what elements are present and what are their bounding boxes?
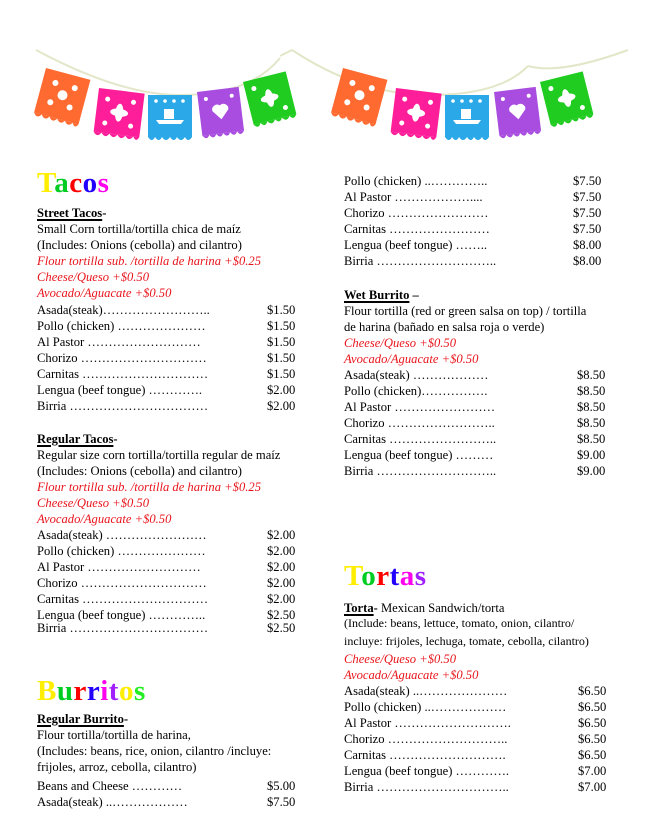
title-letter: T [344,560,362,592]
title-letter: i [100,675,109,707]
regular-burrito-label: Regular Burrito [37,712,124,726]
torta-desc: (Include: beans, lettuce, tomato, onion, cilantro/ [344,616,575,630]
title-letter: a [54,167,70,199]
regular-tacos-heading: Regular Tacos- [37,432,118,446]
extra-option: Avocado/Aguacate +$0.50 [344,668,479,682]
regular-tacos-desc: (Includes: Onions (cebolla) and cilantro) [37,464,242,478]
title-letter: o [118,675,134,707]
papel-picado-icon [0,0,650,160]
extra-option: Cheese/Queso +$0.50 [37,270,150,284]
title-letter: o [82,167,98,199]
street-tacos-label: Street Tacos [37,206,103,220]
extra-option: Cheese/Queso +$0.50 [344,652,457,666]
regular-burrito-desc: Flour tortilla/tortilla de harina, [37,728,191,742]
title-letter: a [399,560,415,592]
regular-burrito-desc: (Includes: beans, rice, onion, cilantro /incluye: [37,744,272,758]
title-letter: s [97,167,110,199]
wet-burrito-desc: de harina (bañado en salsa roja o verde) [344,320,545,334]
title-letter: T [37,167,55,199]
wet-burrito-heading: Wet Burrito – [344,288,419,302]
regular-tacos-desc: Regular size corn tortilla/tortilla regular de maíz [37,448,281,462]
regular-burrito-heading: Regular Burrito- [37,712,129,726]
street-tacos-desc: Small Corn tortilla/tortilla chica de maíz [37,222,241,236]
extra-option: Flour tortilla sub. /tortilla de harina +$0.25 [37,480,262,494]
papel-picado-banner [0,0,650,160]
title-letter: r [86,675,101,707]
torta-tagline: Mexican Sandwich/torta [377,601,505,615]
extra-option: Avocado/Aguacate +$0.50 [37,512,172,526]
torta-desc: incluye: frijoles, lechuga, tomate, cebolla, cilantro) [344,634,589,648]
title-letter: t [108,675,119,707]
regular-burrito-desc: frijoles, arroz, cebolla, cilantro) [37,760,197,774]
extra-option: Cheese/Queso +$0.50 [344,336,457,350]
torta-label: Torta [344,601,374,615]
title-letter: o [361,560,377,592]
tacos-title [37,167,109,199]
wet-burrito-label: Wet Burrito [344,288,410,302]
title-letter: c [69,167,83,199]
burritos-title [37,675,146,707]
wet-burrito-desc: Flour tortilla (red or green salsa on top) / tortilla [344,304,587,318]
title-letter: u [56,675,74,707]
title-letter: r [73,675,87,707]
title-letter: s [414,560,427,592]
extra-option: Cheese/Queso +$0.50 [37,496,150,510]
extra-option: Avocado/Aguacate +$0.50 [37,286,172,300]
street-tacos-heading: Street Tacos- [37,206,107,220]
title-letter: t [389,560,400,592]
title-letter: s [133,675,146,707]
title-letter: r [376,560,390,592]
title-letter: B [37,675,57,707]
extra-option: Avocado/Aguacate +$0.50 [344,352,479,366]
extra-option: Flour tortilla sub. /tortilla de harina +$0.25 [37,254,262,268]
torta-heading: Torta- Mexican Sandwich/torta [344,601,505,615]
street-tacos-desc: (Includes: Onions (cebolla) and cilantro) [37,238,242,252]
regular-tacos-label: Regular Tacos [37,432,114,446]
tortas-title [344,560,427,592]
